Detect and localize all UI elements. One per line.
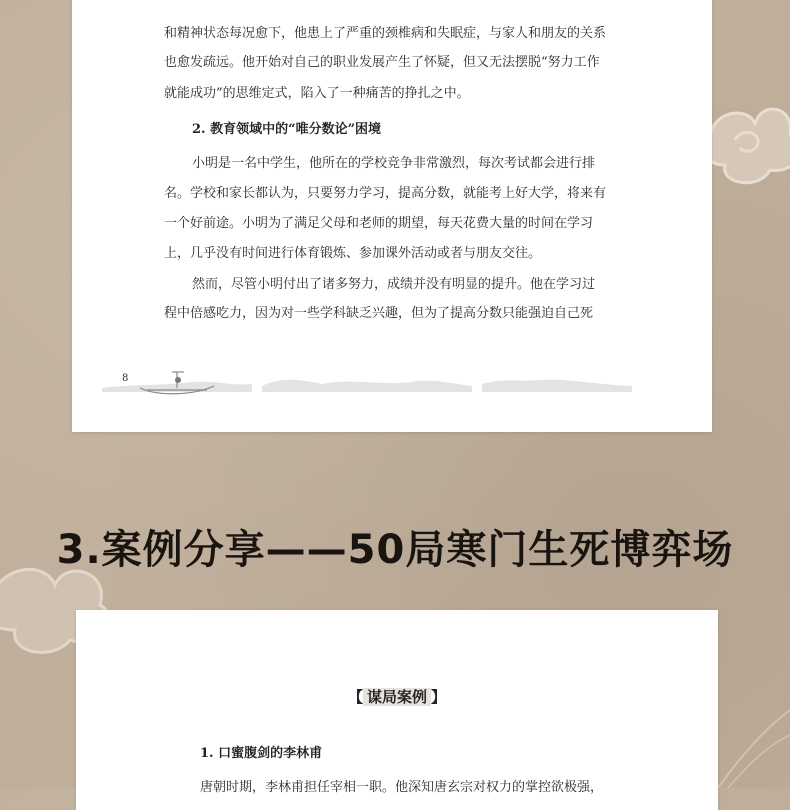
- text-line: 就能成功”的思维定式，陷入了一种痛苦的挣扎之中。: [164, 86, 470, 101]
- section-heading: 2. 教育领域中的“唯分数论”困境: [192, 122, 382, 137]
- page-number: 8: [122, 373, 129, 384]
- bracket-left: 【: [347, 688, 363, 706]
- document-page-top: [72, 0, 712, 432]
- text-line: 唐朝时期，李林甫担任宰相一职。他深知唐玄宗对权力的掌控欲极强，: [200, 780, 604, 795]
- text-line: 上，几乎没有时间进行体育锻炼、参加课外活动或者与朋友交往。: [164, 246, 542, 261]
- text-line: 和精神状态每况愈下，他患上了严重的颈椎病和失眠症，与家人和朋友的关系: [164, 26, 607, 41]
- section-title: 3.案例分享——50局寒门生死博弈场: [56, 527, 734, 573]
- document-page-bottom: [76, 610, 718, 810]
- brush-stroke-decoration: [718, 690, 790, 788]
- cloud-decoration-right: [700, 80, 790, 190]
- case-label-text: 谋局案例: [363, 688, 431, 706]
- text-line: 程中倍感吃力，因为对一些学科缺乏兴趣，但为了提高分数只能强迫自己死: [164, 306, 594, 321]
- case-heading: 1. 口蜜腹剑的李林甫: [200, 746, 323, 761]
- text-line: 名。学校和家长都认为，只要努力学习，提高分数，就能考上好大学，将来有: [164, 186, 607, 201]
- text-line: 然而，尽管小明付出了诸多努力，成绩并没有明显的提升。他在学习过: [192, 277, 596, 292]
- bracket-right: 】: [431, 688, 447, 706]
- text-line: 也愈发疏远。他开始对自己的职业发展产生了怀疑，但又无法摆脱“努力工作: [164, 55, 600, 70]
- text-line: 一个好前途。小明为了满足父母和老师的期望，每天花费大量的时间在学习: [164, 216, 594, 231]
- case-label: [334, 686, 460, 707]
- text-line: 小明是一名中学生，他所在的学校竞争非常激烈，每次考试都会进行排: [192, 156, 596, 171]
- text-line: [164, 0, 624, 1]
- boat-mountain-illustration: [102, 358, 632, 408]
